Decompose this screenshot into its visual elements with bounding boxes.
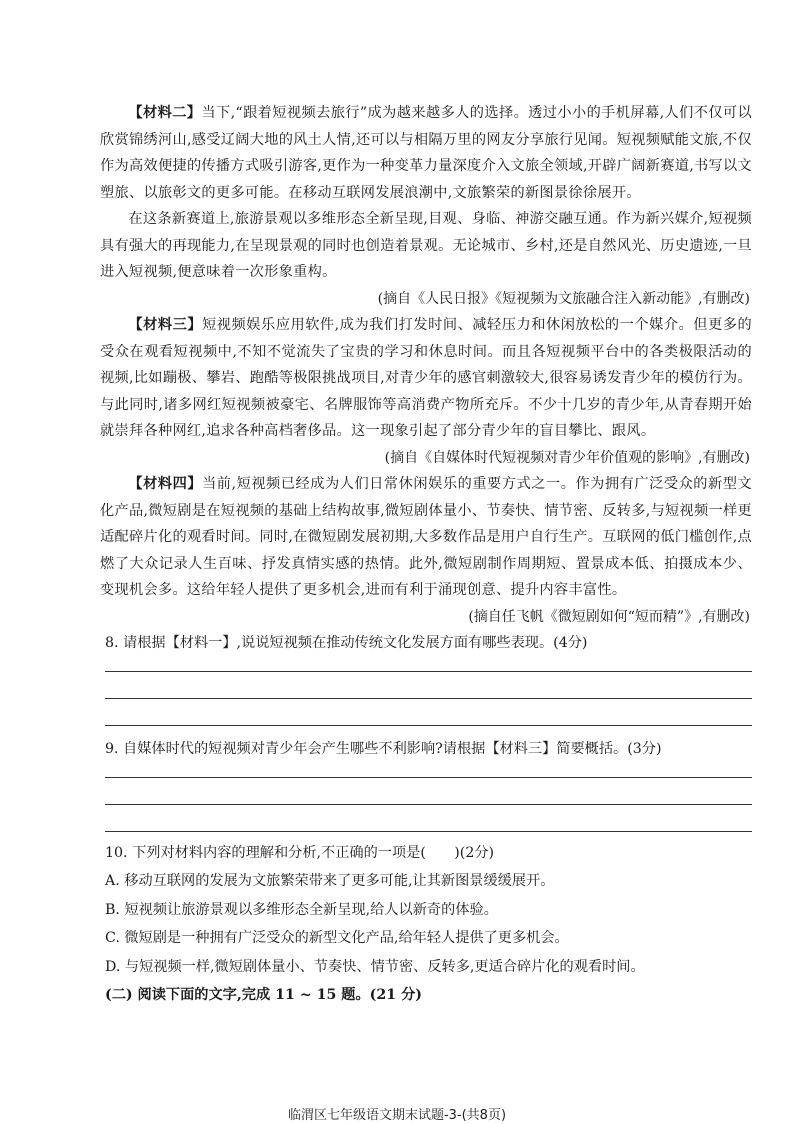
question-10-option-a: A. 移动互联网的发展为文旅繁荣带来了更多可能,让其新图景缓缓展开。 [105, 873, 555, 889]
material-2-paragraph-2: 在这条新赛道上,旅游景观以多维形态全新呈现,目观、身临、神游交融互通。作为新兴媒介,短视频具有强大的再现能力,在呈现景观的同时也创造着景观。无论城市、乡村,还是自然风光、历史遗迹,一旦进入短视频,便意味着一次形象重构。 [100, 211, 752, 280]
section-2-heading: (二) 阅读下面的文字,完成 11 ~ 15 题。(21 分) [105, 987, 422, 1003]
question-8: 8. 请根据【材料一】,说说短视频在推动传统文化发展方面有哪些表现。(4分) [105, 635, 588, 651]
question-10-stem: 10. 下列对材料内容的理解和分析,不正确的一项是( )(2分) [105, 845, 495, 861]
material-3-paragraph [100, 312, 752, 445]
material-4-text: 当前,短视频已经成为人们日常休闲娱乐的重要方式之一。作为拥有广泛受众的新型文化产品,微短剧是在短视频的基础上结构故事,微短剧体量小、节奏快、情节密、反转多,与短视频一样更适配碎片化的观看时间。同时,在微短剧发展初期,大多数作品是用户自行生产。互联网的低门槛创作,点燃了大众记录人生百味、抒发真情实感的热情。此外,微短剧制作周期短、置景成本低、拍摄成本少、变现机会多。这给年轻人提供了更多机会,进而有利于涌现创意、提升内容丰富性。 [100, 476, 752, 598]
material-2-label: 【材料二】 [128, 105, 202, 121]
material-4-paragraph [100, 471, 752, 604]
material-3-source: (摘自《自媒体时代短视频对青少年价值观的影响》,有删改) [384, 449, 750, 466]
question-10-option-b: B. 短视频让旅游景观以多维形态全新呈现,给人以新奇的体验。 [105, 901, 498, 918]
material-2-paragraph-1 [100, 100, 752, 206]
question-9: 9. 自媒体时代的短视频对青少年会产生哪些不利影响?请根据【材料三】简要概括。(3分) [105, 741, 662, 757]
material-3-label: 【材料三】 [128, 317, 203, 333]
question-10-option-c: C. 微短剧是一种拥有广泛受众的新型文化产品,给年轻人提供了更多机会。 [105, 930, 569, 946]
material-3-text: 短视频娱乐应用软件,成为我们打发时间、减轻压力和休闲放松的一个媒介。但更多的受众在观看短视频中,不知不觉流失了宝贵的学习和休息时间。而且各短视频平台中的各类极限活动的视频,比如蹦极、攀岩、跑酷等极限挑战项目,对青少年的感官刺激较大,很容易诱发青少年的模仿行为。与此同时,诸多网红短视频被豪宅、名牌服饰等高消费产物所充斥。不少十几岁的青少年,从青春期开始就崇拜各种网红,追求各种高档奢侈品。这一现象引起了部分青少年的盲目攀比、跟风。 [100, 317, 752, 439]
material-4-source: (摘自任飞帆《微短剧如何“短而精”》,有删改) [468, 608, 750, 625]
material-2-text-1: 当下,“跟着短视频去旅行”成为越来越多人的选择。透过小小的手机屏幕,人们不仅可以欣赏锦绣河山,感受辽阔大地的风土人情,还可以与相隔万里的网友分享旅行见闻。短视频赋能文旅,不仅作为高效便捷的传播方式吸引游客,更作为一种变革力量深度介入文旅全领域,开辟广阔新赛道,书写以文塑旅、以旅彰文的更多可能。在移动互联网发展浪潮中,文旅繁荣的新图景徐徐展开。 [100, 105, 752, 201]
question-10-option-d: D. 与短视频一样,微短剧体量小、节奏快、情节密、反转多,更适合碎片化的观看时间。 [105, 958, 645, 975]
page-footer: 临渭区七年级语文期末试题-3-(共8页) [287, 1108, 507, 1123]
material-2-source: (摘自《人民日报》《短视频为文旅融合注入新动能》,有删改) [377, 290, 750, 307]
material-4-label: 【材料四】 [128, 476, 203, 492]
